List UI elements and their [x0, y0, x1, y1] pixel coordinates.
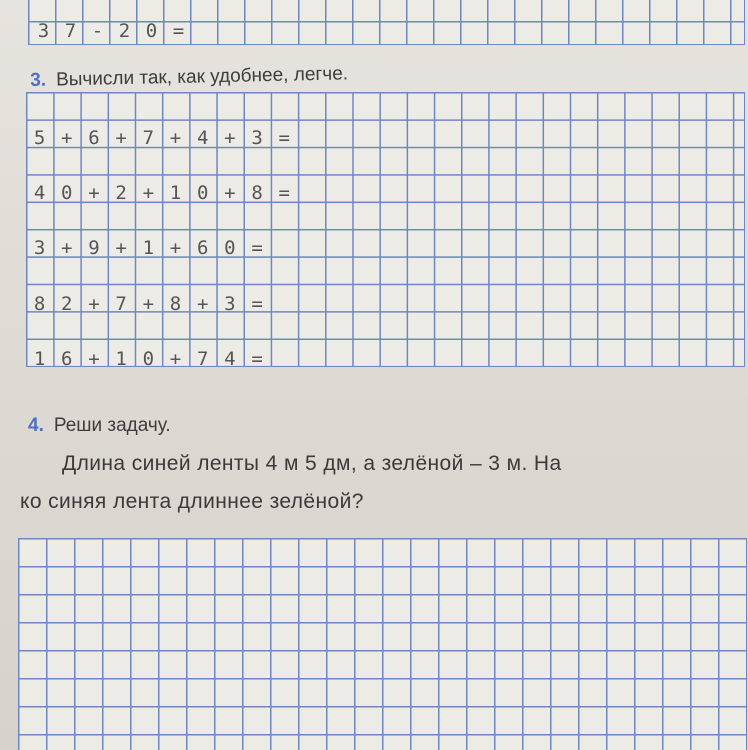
expression-cell: +: [224, 182, 236, 204]
expression-cell: 1: [169, 182, 182, 204]
exercise4-answer-grid: [18, 538, 747, 750]
expression-cell: 0: [196, 182, 209, 204]
expression-cell: =: [251, 293, 263, 315]
exercise3-expression-row: [26, 348, 271, 370]
expression-cell: +: [88, 182, 100, 204]
expression-cell: +: [115, 237, 127, 259]
expression-cell: 0: [142, 348, 155, 370]
expression-cell: 1: [115, 348, 127, 370]
exercise4-number: 4.: [28, 415, 44, 436]
expression-cell: 6: [88, 127, 100, 149]
expression-cell: 0: [145, 20, 158, 42]
expression-cell: 4: [196, 127, 209, 149]
expression-cell: +: [88, 348, 100, 370]
expression-cell: +: [169, 127, 182, 149]
expression-cell: 8: [169, 293, 182, 315]
expression-cell: +: [142, 293, 155, 315]
expression-cell: +: [224, 127, 236, 149]
exercise3-expression-row: [26, 127, 298, 149]
expression-cell: +: [61, 127, 73, 149]
expression-cell: 2: [115, 182, 127, 204]
expression-cell: +: [169, 348, 182, 370]
expression-cell: 3: [224, 293, 236, 315]
expression-cell: 3: [251, 127, 263, 149]
expression-cell: 1: [33, 348, 46, 370]
expression-cell: +: [88, 293, 100, 315]
exercise3-expression-row: [26, 237, 271, 259]
exercise4-problem-line2: ко синяя лента длиннее зелёной?: [20, 490, 364, 513]
expression-cell: 6: [61, 348, 73, 370]
top-expression: [30, 20, 192, 42]
exercise3-heading: [30, 63, 348, 92]
exercise3-expression-row: [26, 182, 298, 204]
expression-cell: 7: [142, 127, 155, 149]
expression-cell: 7: [196, 348, 209, 370]
exercise4-problem-line1: Длина синей ленты 4 м 5 дм, а зелёной – 3 м. На: [62, 452, 562, 475]
expression-cell: +: [142, 182, 155, 204]
expression-cell: 2: [118, 20, 131, 42]
expression-cell: +: [115, 127, 127, 149]
expression-cell: =: [278, 127, 290, 149]
expression-cell: 2: [61, 293, 73, 315]
expression-cell: 4: [224, 348, 236, 370]
expression-cell: =: [251, 237, 263, 259]
exercise3-number: 3.: [30, 69, 47, 91]
expression-cell: 7: [64, 20, 77, 42]
exercise4-title: Реши задачу.: [53, 415, 171, 436]
expression-cell: =: [278, 182, 290, 204]
expression-cell: 6: [196, 237, 209, 259]
expression-cell: =: [172, 20, 185, 42]
exercise3-expression-row: [26, 293, 271, 315]
exercise4-heading: [28, 415, 171, 437]
expression-cell: +: [169, 237, 182, 259]
expression-cell: +: [196, 293, 209, 315]
expression-cell: 3: [37, 20, 50, 42]
expression-cell: 3: [33, 237, 46, 259]
expression-cell: 8: [33, 293, 46, 315]
expression-cell: =: [251, 348, 263, 370]
expression-cell: 9: [88, 237, 100, 259]
expression-cell: 0: [224, 237, 236, 259]
expression-cell: 1: [142, 237, 155, 259]
expression-cell: 4: [33, 182, 46, 204]
exercise3-title: Вычисли так, как удобнее, легче.: [55, 63, 349, 91]
expression-cell: 7: [115, 293, 127, 315]
expression-cell: 5: [33, 127, 46, 149]
expression-cell: 0: [61, 182, 73, 204]
expression-cell: 8: [251, 182, 263, 204]
expression-cell: +: [61, 237, 73, 259]
expression-cell: -: [91, 20, 104, 42]
